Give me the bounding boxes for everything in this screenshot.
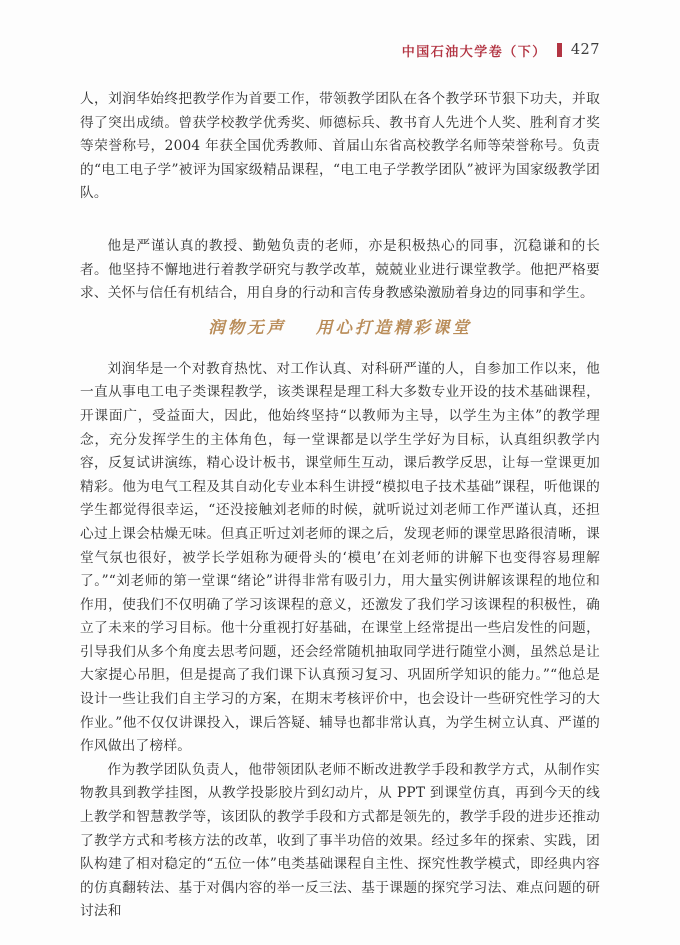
running-title: 中国石油大学卷（下）: [401, 44, 547, 60]
page-number: 427: [570, 42, 600, 58]
paragraph-team: 作为教学团队负责人，他带领团队老师不断改进教学手段和教学方式，从制作实物教具到教学挂图，从教学投影胶片到幻动片，从 PPT 到课堂仿真，再到今天的线上教学和智慧教学等，该团队的教学手段和方式都是领先的，教学手段的进步还推动了教学方式和考核方法的改革，收到了事半功倍的效果。经过多年的探索、实践，团队构建了相对稳定的“五位一体”电类基础课程自主性、探究性教学模式，即经典内容的仿真翻转法、基于对偶内容的举一反三法、基于课题的探究学习法、难点问题的研讨法和: [80, 761, 600, 920]
section-heading-part1: 润物无声: [208, 317, 287, 337]
page-body: [80, 88, 600, 924]
paragraph-summary: 他是严谨认真的教授、勤勉负责的老师，亦是积极热心的同事，沉稳谦和的长者。他坚持不懈地进行着教学研究与教学改革，兢兢业业进行课堂教学。他把严格要求、关怀与信任有机结合，用自身的行动和言传身教感染激励着身边的同事和学生。: [80, 237, 600, 302]
paragraph-continuation: 人，刘润华始终把教学作为首要工作，带领教学团队在各个教学环节狠下功夫，并取得了突出成绩。曾获学校教学优秀奖、师德标兵、教书育人先进个人奖、胜利育才奖等荣誉称号，2004 年获全国优秀教师、首届山东省高校教学名师等荣誉称号。负责的“电工电子学”被评为国家级精品课程，“电工电子学教学团队”被评为国家级教学团队。: [80, 91, 600, 202]
page-header: [402, 40, 600, 60]
paragraph-teaching: 刘润华是一个对教育热忱、对工作认真、对科研严谨的人，自参加工作以来，他一直从事电工电子类课程教学，该类课程是理工科大多数专业开设的技术基础课程，开课面广，受益面大，因此，他始终坚持“以教师为主导，以学生为主体”的教学理念，充分发挥学生的主体角色，每一堂课都是以学生学好为目标，认真组织教学内容，反复试讲演练，精心设计板书，课堂师生互动，课后教学反思，让每一堂课更加精彩。他为电气工程及其自动化专业本科生讲授“模拟电子技术基础”课程，听他课的学生都觉得很幸运，“还没接触刘老师的时候，就听说过刘老师工作严谨认真，还担心过上课会枯燥无味。但真正听过刘老师的课之后，发现老师的课堂思路很清晰，课堂气氛也很好，被学长学姐称为硬骨头的‘模电’在刘老师的讲解下也变得容易理解了。”“刘老师的第一堂课“绪论”讲得非常有吸引力，用大量实例讲解该课程的地位和作用，使我们不仅明确了学习该课程的意义，还激发了我们学习该课程的积极性，确立了未来的学习目标。他十分重视打好基础，在课堂上经常提出一些启发性的问题，引导我们从多个角度去思考问题，还会经常随机抽取同学进行随堂小测，虽然总是让大家提心吊胆，但是提高了我们课下认真预习复习、巩固所学知识的能力。”“他总是设计一些让我们自主学习的方案，在期末考核评价中，也会设计一些研究性学习的大作业。”他不仅仅讲课投入，课后答疑、辅导也都非常认真，为学生树立认真、严谨的作风做出了榜样。: [80, 360, 600, 755]
header-divider-bar: [557, 43, 562, 57]
section-heading: [80, 315, 600, 341]
section-heading-part2: 用心打造精彩课堂: [315, 317, 472, 337]
